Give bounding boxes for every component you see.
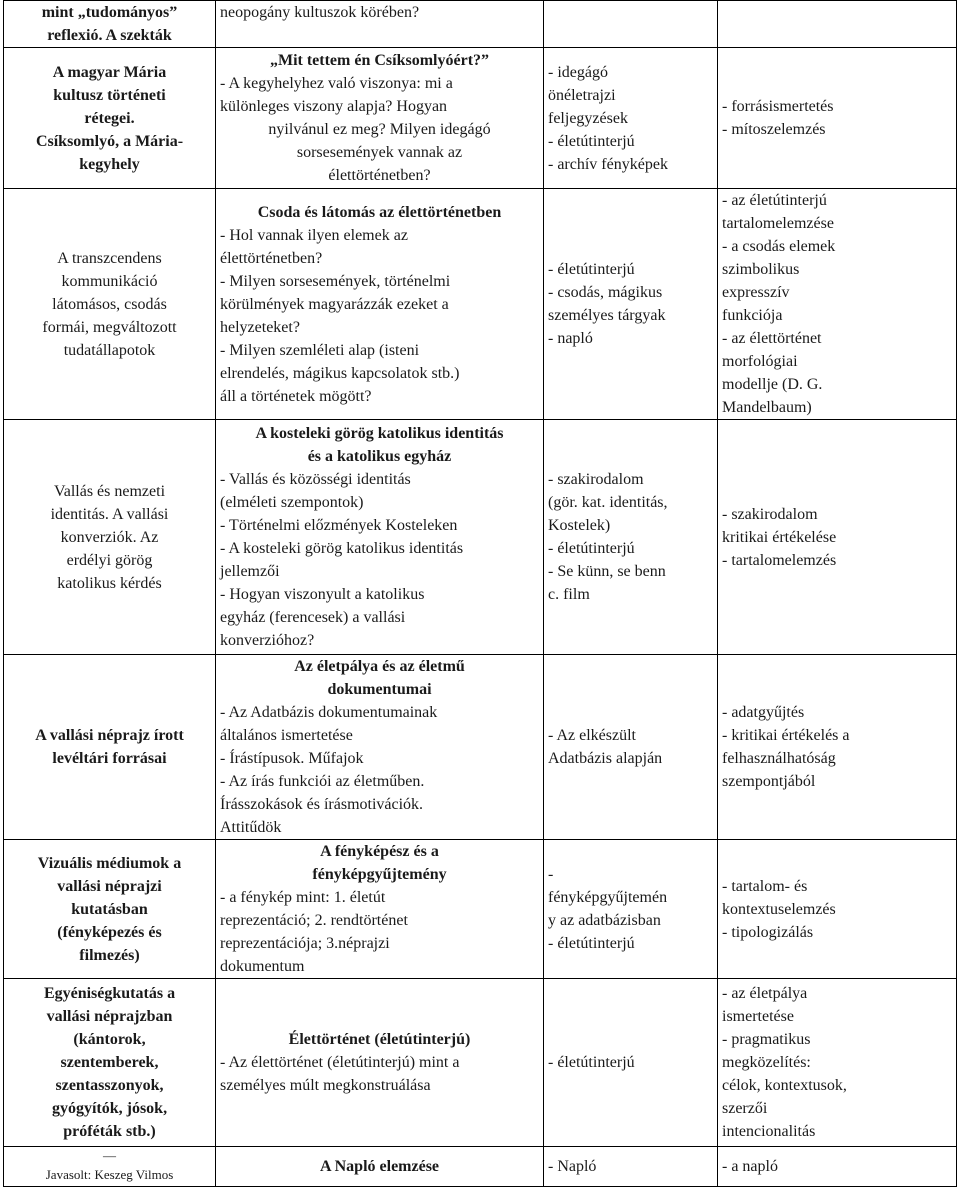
topic-line: erdélyi görög: [66, 551, 153, 569]
section-heading: fényképgyűjtemény: [312, 866, 447, 883]
content-line: - A kosteleki görög katolikus identitás: [220, 540, 464, 557]
method-line: expresszív: [722, 284, 790, 301]
method-cell: [718, 420, 957, 655]
topic-line: tudatállapotok: [63, 341, 156, 359]
topic-cell: [4, 420, 216, 655]
source-line: személyes tárgyak: [548, 307, 666, 324]
source-line: c. film: [548, 586, 590, 603]
content-line: reprezentáció; 2. rendtörténet: [220, 912, 408, 929]
method-line: - adatgyűjtés: [722, 704, 805, 721]
topic-line: A vallási néprajz írott: [35, 727, 184, 744]
source-cell: [544, 979, 718, 1147]
topic-line: konverziók. Az: [60, 528, 159, 546]
topic-line: vallási néprajzi: [57, 877, 162, 895]
content-line: - Történelmi előzmények Kosteleken: [220, 517, 458, 534]
topic-line: A transzcendens: [57, 249, 162, 267]
topic-cell: [4, 1, 216, 48]
source-line: - Napló: [548, 1158, 597, 1175]
table-row: [4, 48, 957, 189]
method-line: megközelítés:: [722, 1054, 811, 1071]
source-line: - életútinterjú: [548, 132, 635, 150]
source-line: - csodás, mágikus: [548, 284, 663, 301]
method-line: - tartalom- és: [722, 877, 808, 895]
content-line: reprezentációja; 3.néprajzi: [220, 935, 390, 952]
content-line: Írásszokások és írásmotivációk.: [220, 796, 424, 813]
content-cell: [216, 655, 544, 840]
method-line: - az életpálya: [722, 985, 808, 1002]
content-line: konverzióhoz?: [220, 632, 315, 649]
section-heading: Az életpálya és az életmű: [294, 658, 465, 675]
topic-cell: [4, 48, 216, 189]
source-line: - életútinterjú: [548, 261, 635, 278]
topic-line: kultusz történeti: [53, 86, 166, 104]
content-cell: [216, 1, 544, 48]
content-line: élettörténetben?: [220, 249, 323, 267]
method-cell: [718, 979, 957, 1147]
section-heading: Csoda és látomás az élettörténetben: [257, 203, 502, 221]
content-line: különleges viszony alapja? Hogyan: [220, 98, 448, 115]
source-line: - Az elkészült: [548, 727, 636, 744]
section-heading: A fényképész és a: [320, 843, 439, 860]
topic-line: szentemberek,: [60, 1054, 159, 1071]
syllabus-table: [3, 0, 957, 1187]
topic-line: identitás. A vallási: [50, 505, 169, 523]
source-line: -: [548, 866, 554, 883]
table-row: [4, 420, 957, 655]
source-cell: [544, 189, 718, 420]
content-line: körülmények magyarázzák ezeket a: [220, 295, 449, 313]
topic-cell: [4, 979, 216, 1147]
content-line: - Hol vannak ilyen elemek az: [220, 226, 408, 244]
source-line: feljegyzések: [548, 109, 628, 127]
table-row: [4, 1, 957, 48]
topic-line: látomásos, csodás: [52, 295, 167, 313]
content-line: helyzeteket?: [220, 318, 300, 336]
method-line: - az élettörténet: [722, 330, 822, 347]
content-line: élettörténetben?: [328, 167, 431, 184]
source-line: - idegágó: [548, 63, 608, 81]
method-line: - kritikai értékelés a: [722, 727, 850, 744]
topic-cell: [4, 840, 216, 979]
content-line: - Hogyan viszonyult a katolikus: [220, 586, 425, 603]
method-line: kritikai értékelése: [722, 528, 837, 546]
content-line: áll a történetek mögött?: [220, 387, 372, 405]
method-line: - tartalomelemzés: [722, 551, 837, 569]
content-line: egyház (ferencesek) a vallási: [220, 609, 406, 626]
table-row: [4, 655, 957, 840]
method-cell: [718, 189, 957, 420]
content-line: Attitűdök: [220, 819, 282, 836]
content-cell: [216, 979, 544, 1147]
source-line: Kostelek): [548, 517, 611, 534]
content-cell: [216, 189, 544, 420]
content-line: - Vallás és közösségi identitás: [220, 471, 411, 488]
source-line: - életútinterjú: [548, 540, 635, 557]
content-line: neopogány kultuszok körében?: [220, 4, 420, 21]
source-cell: [544, 48, 718, 189]
content-line: - Milyen sorsesemények, történelmi: [220, 272, 451, 290]
topic-line: filmezés): [79, 946, 140, 964]
source-line: - napló: [548, 330, 593, 347]
method-line: - az életútinterjú: [722, 192, 827, 209]
method-line: modellje (D. G.: [722, 376, 823, 393]
topic-line: gyógyítók, jósok,: [51, 1100, 168, 1117]
source-line: (gör. kat. identitás,: [548, 494, 668, 511]
method-line: - a napló: [722, 1158, 778, 1175]
topic-cell: [4, 189, 216, 420]
method-cell: [718, 655, 957, 840]
content-line: sorsesemények vannak az: [296, 144, 463, 161]
method-line: ismertetése: [722, 1008, 794, 1025]
method-line: - tipologizálás: [722, 923, 814, 941]
topic-line: vallási néprajzban: [46, 1008, 173, 1025]
content-cell: [216, 48, 544, 189]
method-cell: [718, 840, 957, 979]
method-line: Mandelbaum): [722, 399, 812, 416]
source-line: - Se künn, se benn: [548, 563, 666, 580]
topic-line: (fényképezés és: [57, 923, 162, 941]
content-line: - Írástípusok. Műfajok: [220, 750, 364, 767]
method-line: szerzői: [722, 1100, 768, 1117]
topic-line: reflexió. A szekták: [47, 27, 172, 44]
content-line: - a fénykép mint: 1. életút: [220, 889, 386, 906]
topic-line: kutatásban: [71, 900, 148, 918]
method-line: szimbolikus: [722, 261, 800, 278]
section-heading: A Napló elemzése: [319, 1158, 440, 1175]
method-line: funkciója: [722, 307, 783, 324]
source-cell: [544, 1, 718, 48]
content-line: jellemzői: [220, 563, 280, 580]
footnote-dash: —: [103, 1148, 116, 1163]
method-line: kontextuselemzés: [722, 900, 836, 918]
table-row: [4, 189, 957, 420]
method-cell: [718, 1, 957, 48]
topic-line: szentasszonyok,: [55, 1077, 164, 1094]
method-line: - pragmatikus: [722, 1031, 811, 1048]
section-heading: és a katolikus egyház: [307, 448, 452, 465]
content-line: - Az Adatbázis dokumentumainak: [220, 704, 438, 721]
content-line: nyilvánul ez meg? Milyen idegágó: [268, 121, 491, 138]
source-cell: [544, 655, 718, 840]
content-cell: [216, 420, 544, 655]
content-cell: [216, 840, 544, 979]
source-line: y az adatbázisban: [548, 912, 661, 929]
content-line: személyes múlt megkonstruálása: [220, 1077, 431, 1094]
method-cell: [718, 48, 957, 189]
recommended-by-note: Javasolt: Keszeg Vilmos: [45, 1167, 174, 1182]
topic-line: A magyar Mária: [52, 63, 167, 81]
method-line: - a csodás elemek: [722, 238, 836, 255]
section-heading: „Mit tettem én Csíksomlyóért?”: [269, 52, 490, 69]
table-row: [4, 979, 957, 1147]
method-line: - mítoszelemzés: [722, 121, 826, 138]
method-line: - forrásismertetés: [722, 98, 834, 115]
topic-line: kommunikáció: [61, 272, 158, 290]
content-line: - Milyen szemléleti alap (isteni: [220, 341, 420, 359]
section-heading: dokumentumai: [327, 681, 432, 698]
topic-line: rétegei.: [84, 109, 135, 127]
source-cell: [544, 420, 718, 655]
source-line: - archív fényképek: [548, 155, 668, 173]
section-heading: Élettörténet (életútinterjú): [288, 1031, 471, 1048]
topic-line: Vizuális médiumok a: [37, 854, 182, 872]
method-line: szempontjából: [722, 773, 816, 790]
topic-line: kegyhely: [79, 155, 140, 173]
topic-cell: [4, 655, 216, 840]
source-line: - életútinterjú: [548, 1054, 635, 1071]
topic-line: Csíksomlyó, a Mária-: [35, 132, 184, 150]
method-line: tartalomelemzése: [722, 215, 834, 232]
source-line: Adatbázis alapján: [548, 750, 663, 767]
topic-line: próféták stb.): [63, 1123, 156, 1140]
method-line: felhasználhatóság: [722, 750, 836, 767]
content-line: dokumentum: [220, 958, 305, 975]
source-line: fényképgyűjtemén: [548, 889, 668, 906]
topic-line: katolikus kérdés: [57, 574, 162, 592]
source-line: - életútinterjú: [548, 935, 635, 952]
source-line: - szakirodalom: [548, 471, 644, 488]
section-heading: A kosteleki görög katolikus identitás: [255, 425, 504, 442]
method-line: intencionalitás: [722, 1123, 816, 1140]
topic-line: levéltári forrásai: [52, 750, 167, 767]
content-line: elrendelés, mágikus kapcsolatok stb.): [220, 364, 460, 382]
content-line: - Az élettörténet (életútinterjú) mint a: [220, 1054, 460, 1071]
content-line: általános ismertetése: [220, 727, 353, 744]
content-line: - Az írás funkciói az életműben.: [220, 773, 425, 790]
topic-line: Vallás és nemzeti: [53, 482, 166, 500]
source-line: önéletrajzi: [548, 86, 616, 104]
method-line: morfológiai: [722, 353, 798, 370]
content-line: - A kegyhelyhez való viszonya: mi a: [220, 75, 453, 92]
source-cell: [544, 840, 718, 979]
topic-line: mint „tudományos”: [41, 4, 178, 21]
table-row: [4, 840, 957, 979]
topic-line: Egyéniségkutatás a: [43, 985, 176, 1002]
method-line: - szakirodalom: [722, 505, 818, 523]
topic-line: formái, megváltozott: [42, 318, 177, 336]
method-line: célok, kontextusok,: [722, 1077, 847, 1094]
topic-line: (kántorok,: [73, 1031, 146, 1048]
content-line: (elméleti szempontok): [220, 494, 364, 511]
